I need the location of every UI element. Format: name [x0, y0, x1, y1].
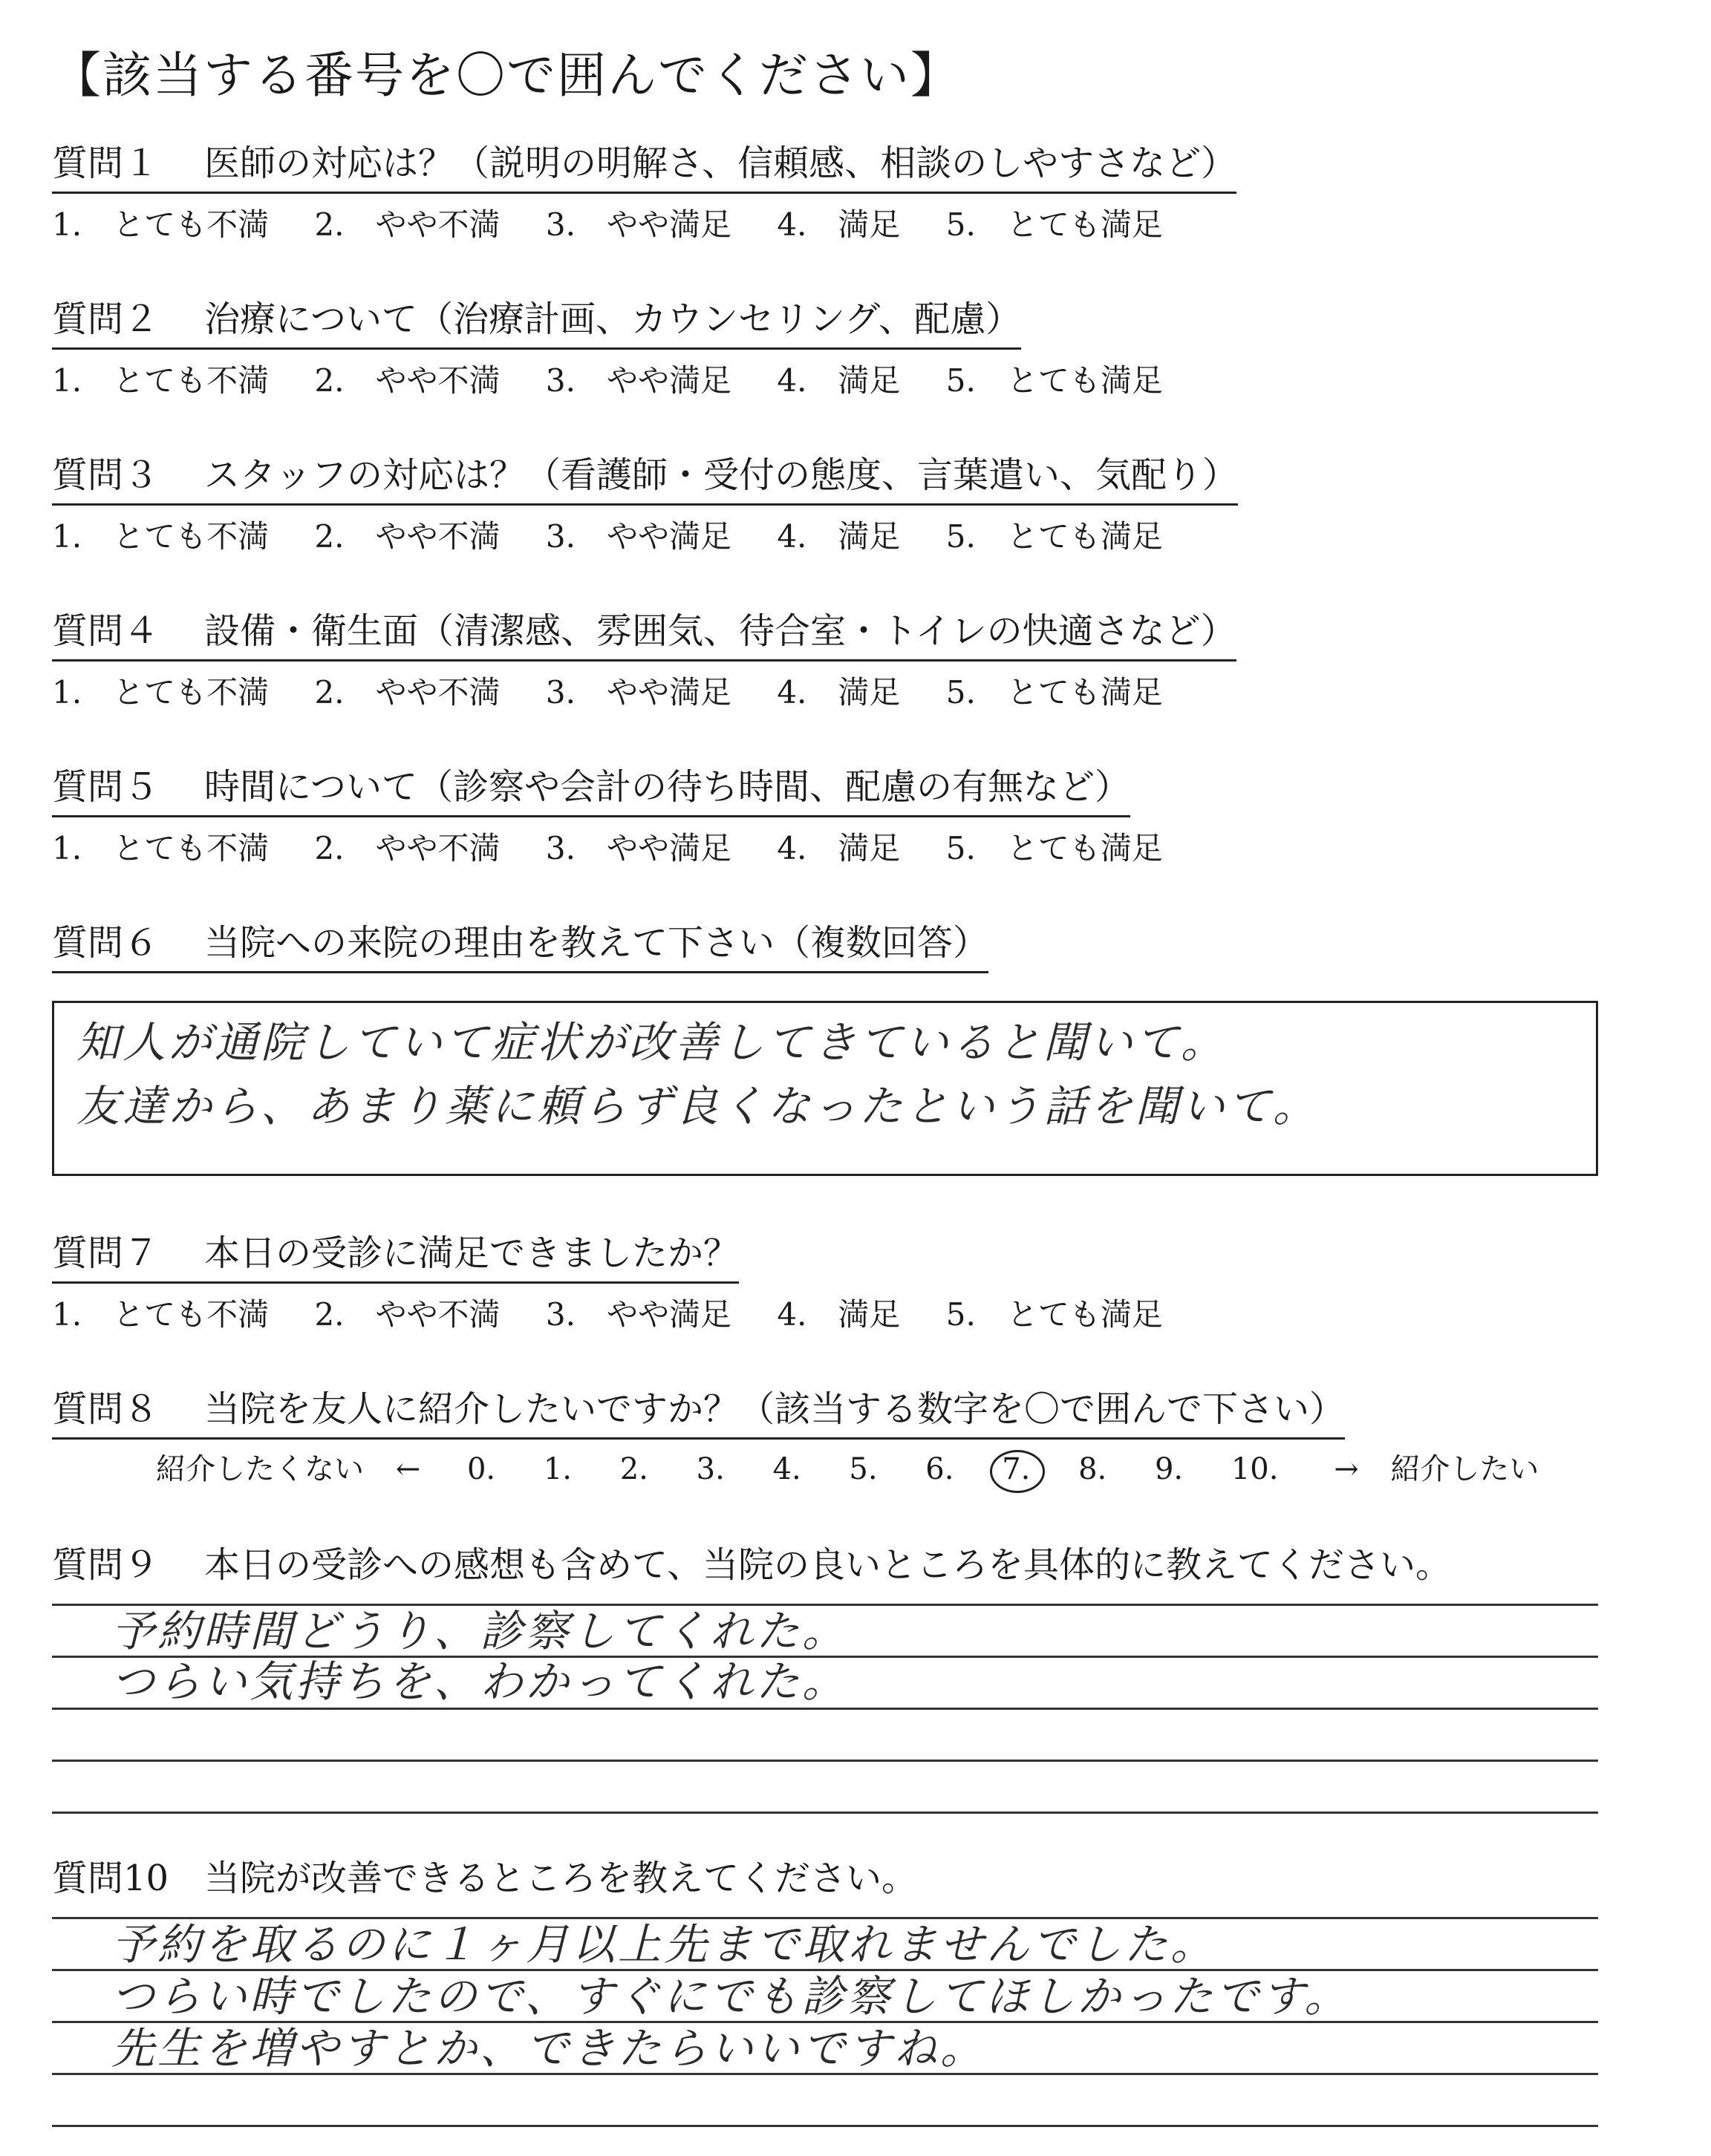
question-3 [52, 453, 1238, 559]
question-9-title [52, 1543, 1451, 1593]
question-number: 質問１ [52, 143, 160, 184]
question-number: 質問２ [52, 298, 160, 340]
option-5[interactable]: 5. とても満足 [945, 518, 1163, 555]
scale-5[interactable]: 5. [849, 1452, 878, 1486]
question-number: 質問10 [52, 1858, 169, 1899]
option-4[interactable]: 4. 満足 [777, 206, 901, 243]
question-text: 設備・衛生面（清潔感、雰囲気、待合室・トイレの快適さなど） [204, 610, 1236, 652]
question-number: 質問５ [52, 766, 160, 808]
question-6-title [52, 921, 988, 973]
option-5[interactable]: 5. とても満足 [945, 830, 1163, 866]
option-4-selected[interactable]: 4. 満足 [777, 518, 901, 555]
option-5[interactable]: 5. とても満足 [945, 1296, 1163, 1333]
question-text: 時間について（診察や会計の待ち時間、配慮の有無など） [204, 766, 1131, 808]
question-8-title [52, 1387, 1345, 1440]
question-number: 質問６ [52, 922, 160, 964]
handwritten-answer: 予約を取るのに１ヶ月以上先まで取れませんでした。 [111, 1919, 1217, 1970]
question-number: 質問４ [52, 610, 160, 652]
handwritten-answer: 予約時間どうり、診察してくれた。 [111, 1606, 849, 1656]
scale-3[interactable]: 3. [696, 1452, 725, 1486]
option-1[interactable]: 1. とても不満 [52, 1296, 270, 1333]
question-2 [52, 297, 1199, 403]
option-2[interactable]: 2. やや不満 [314, 206, 501, 243]
scale-right-label: 紹介したい [1390, 1452, 1539, 1486]
option-1[interactable]: 1. とても不満 [52, 362, 270, 399]
question-text: 当院への来院の理由を教えて下さい（複数回答） [204, 922, 989, 964]
question-9 [52, 1543, 1451, 1593]
option-2[interactable]: 2. やや不満 [314, 830, 501, 866]
question-text: 当院を友人に紹介したいですか？（該当する数字を〇で囲んで下さい） [204, 1388, 1346, 1430]
question-text: 当院が改善できるところを教えてください。 [204, 1858, 918, 1899]
scale-8[interactable]: 8. [1078, 1452, 1107, 1486]
question-7 [52, 1231, 1199, 1337]
question-4 [52, 609, 1236, 715]
option-4[interactable]: 4. 満足 [777, 362, 901, 399]
rating-options [52, 1293, 1199, 1337]
question-5-title [52, 765, 1130, 817]
option-2[interactable]: 2. やや不満 [314, 1296, 501, 1333]
question-number: 質問９ [52, 1544, 160, 1586]
question-text: 治療について（治療計画、カウンセリング、配慮） [204, 298, 1022, 340]
scale-9[interactable]: 9. [1154, 1452, 1184, 1486]
option-4[interactable]: 4. 満足 [777, 674, 901, 710]
question-3-title [52, 453, 1238, 506]
option-3-selected[interactable]: 3. やや満足 [545, 1296, 731, 1333]
handwritten-answer: つらい気持ちを、わかってくれた。 [111, 1656, 849, 1707]
arrow-right-icon: → [1334, 1452, 1359, 1486]
option-3[interactable]: 3. やや満足 [545, 830, 731, 866]
scale-0[interactable]: 0. [466, 1452, 496, 1486]
answer-lines-improvements[interactable] [52, 1917, 1598, 2132]
question-2-title [52, 297, 1021, 350]
rating-options [52, 359, 1199, 403]
scale-10[interactable]: 10. [1231, 1452, 1279, 1486]
question-4-title [52, 609, 1236, 662]
question-1 [52, 141, 1236, 247]
question-7-title [52, 1231, 739, 1284]
option-3-selected[interactable]: 3. やや満足 [545, 362, 731, 399]
option-2[interactable]: 2. やや不満 [314, 518, 501, 555]
option-1[interactable]: 1. とても不満 [52, 674, 270, 710]
question-8 [52, 1387, 1561, 1492]
rating-options [52, 514, 1238, 559]
option-1[interactable]: 1. とても不満 [52, 830, 270, 866]
question-1-title [52, 141, 1236, 194]
page-title: 【該当する番号を〇で囲んでください】 [52, 47, 961, 104]
question-10 [52, 1856, 917, 1907]
option-5[interactable]: 5. とても満足 [945, 362, 1163, 399]
rating-options [52, 670, 1236, 715]
answer-box-reasons[interactable] [52, 1001, 1598, 1176]
rating-options [52, 826, 1199, 871]
option-1[interactable]: 1. とても不満 [52, 206, 270, 243]
question-text: 本日の受診に満足できましたか？ [204, 1232, 740, 1274]
option-3-selected[interactable]: 3. やや満足 [545, 206, 731, 243]
rating-options [52, 203, 1236, 247]
scale-1[interactable]: 1. [543, 1452, 573, 1486]
question-10-title [52, 1856, 917, 1907]
option-3[interactable]: 3. やや満足 [545, 518, 731, 555]
option-5[interactable]: 5. とても満足 [945, 674, 1163, 710]
scale-left-label: 紹介したくない [156, 1452, 364, 1486]
question-text: 医師の対応は？（説明の明解さ、信頼感、相談のしやすさなど） [204, 143, 1237, 184]
scale-4[interactable]: 4. [772, 1452, 801, 1486]
question-text: スタッフの対応は？（看護師・受付の態度、言葉遣い、気配り） [204, 454, 1239, 496]
scale-6[interactable]: 6. [925, 1452, 954, 1486]
scale-7-selected[interactable]: 7. [1002, 1447, 1030, 1492]
ruled-line [52, 1760, 1598, 1762]
option-2[interactable]: 2. やや不満 [314, 362, 501, 399]
option-1[interactable]: 1. とても不満 [52, 518, 270, 555]
question-5 [52, 765, 1199, 871]
handwritten-answer: 先生を増やすとか、できたらいいですね。 [111, 2023, 987, 2074]
handwritten-answer: 友達から、あまり薬に頼らず良くなったという話を聞いて。 [76, 1081, 1319, 1131]
option-5[interactable]: 5. とても満足 [945, 206, 1163, 243]
option-4-selected[interactable]: 4. 満足 [777, 830, 901, 866]
question-number: 質問７ [52, 1232, 160, 1274]
question-text: 本日の受診への感想も含めて、当院の良いところを具体的に教えてください。 [204, 1544, 1452, 1586]
scale-2[interactable]: 2. [619, 1452, 648, 1486]
ruled-line [52, 2125, 1598, 2127]
option-4[interactable]: 4. 満足 [777, 1296, 901, 1333]
answer-lines-good-points[interactable] [52, 1604, 1598, 1819]
handwritten-answer: 知人が通院していて症状が改善してきていると聞いて。 [76, 1017, 1227, 1068]
question-number: 質問３ [52, 454, 160, 496]
question-number: 質問８ [52, 1388, 160, 1430]
handwritten-answer: つらい時でしたので、すぐにでも診察してほしかったです。 [111, 1971, 1351, 2022]
question-6 [52, 921, 988, 973]
option-2[interactable]: 2. やや不満 [314, 674, 501, 710]
option-3-selected[interactable]: 3. やや満足 [545, 674, 731, 710]
ruled-line [52, 1812, 1598, 1814]
recommend-scale [156, 1447, 1561, 1492]
arrow-left-icon: ← [395, 1452, 421, 1486]
